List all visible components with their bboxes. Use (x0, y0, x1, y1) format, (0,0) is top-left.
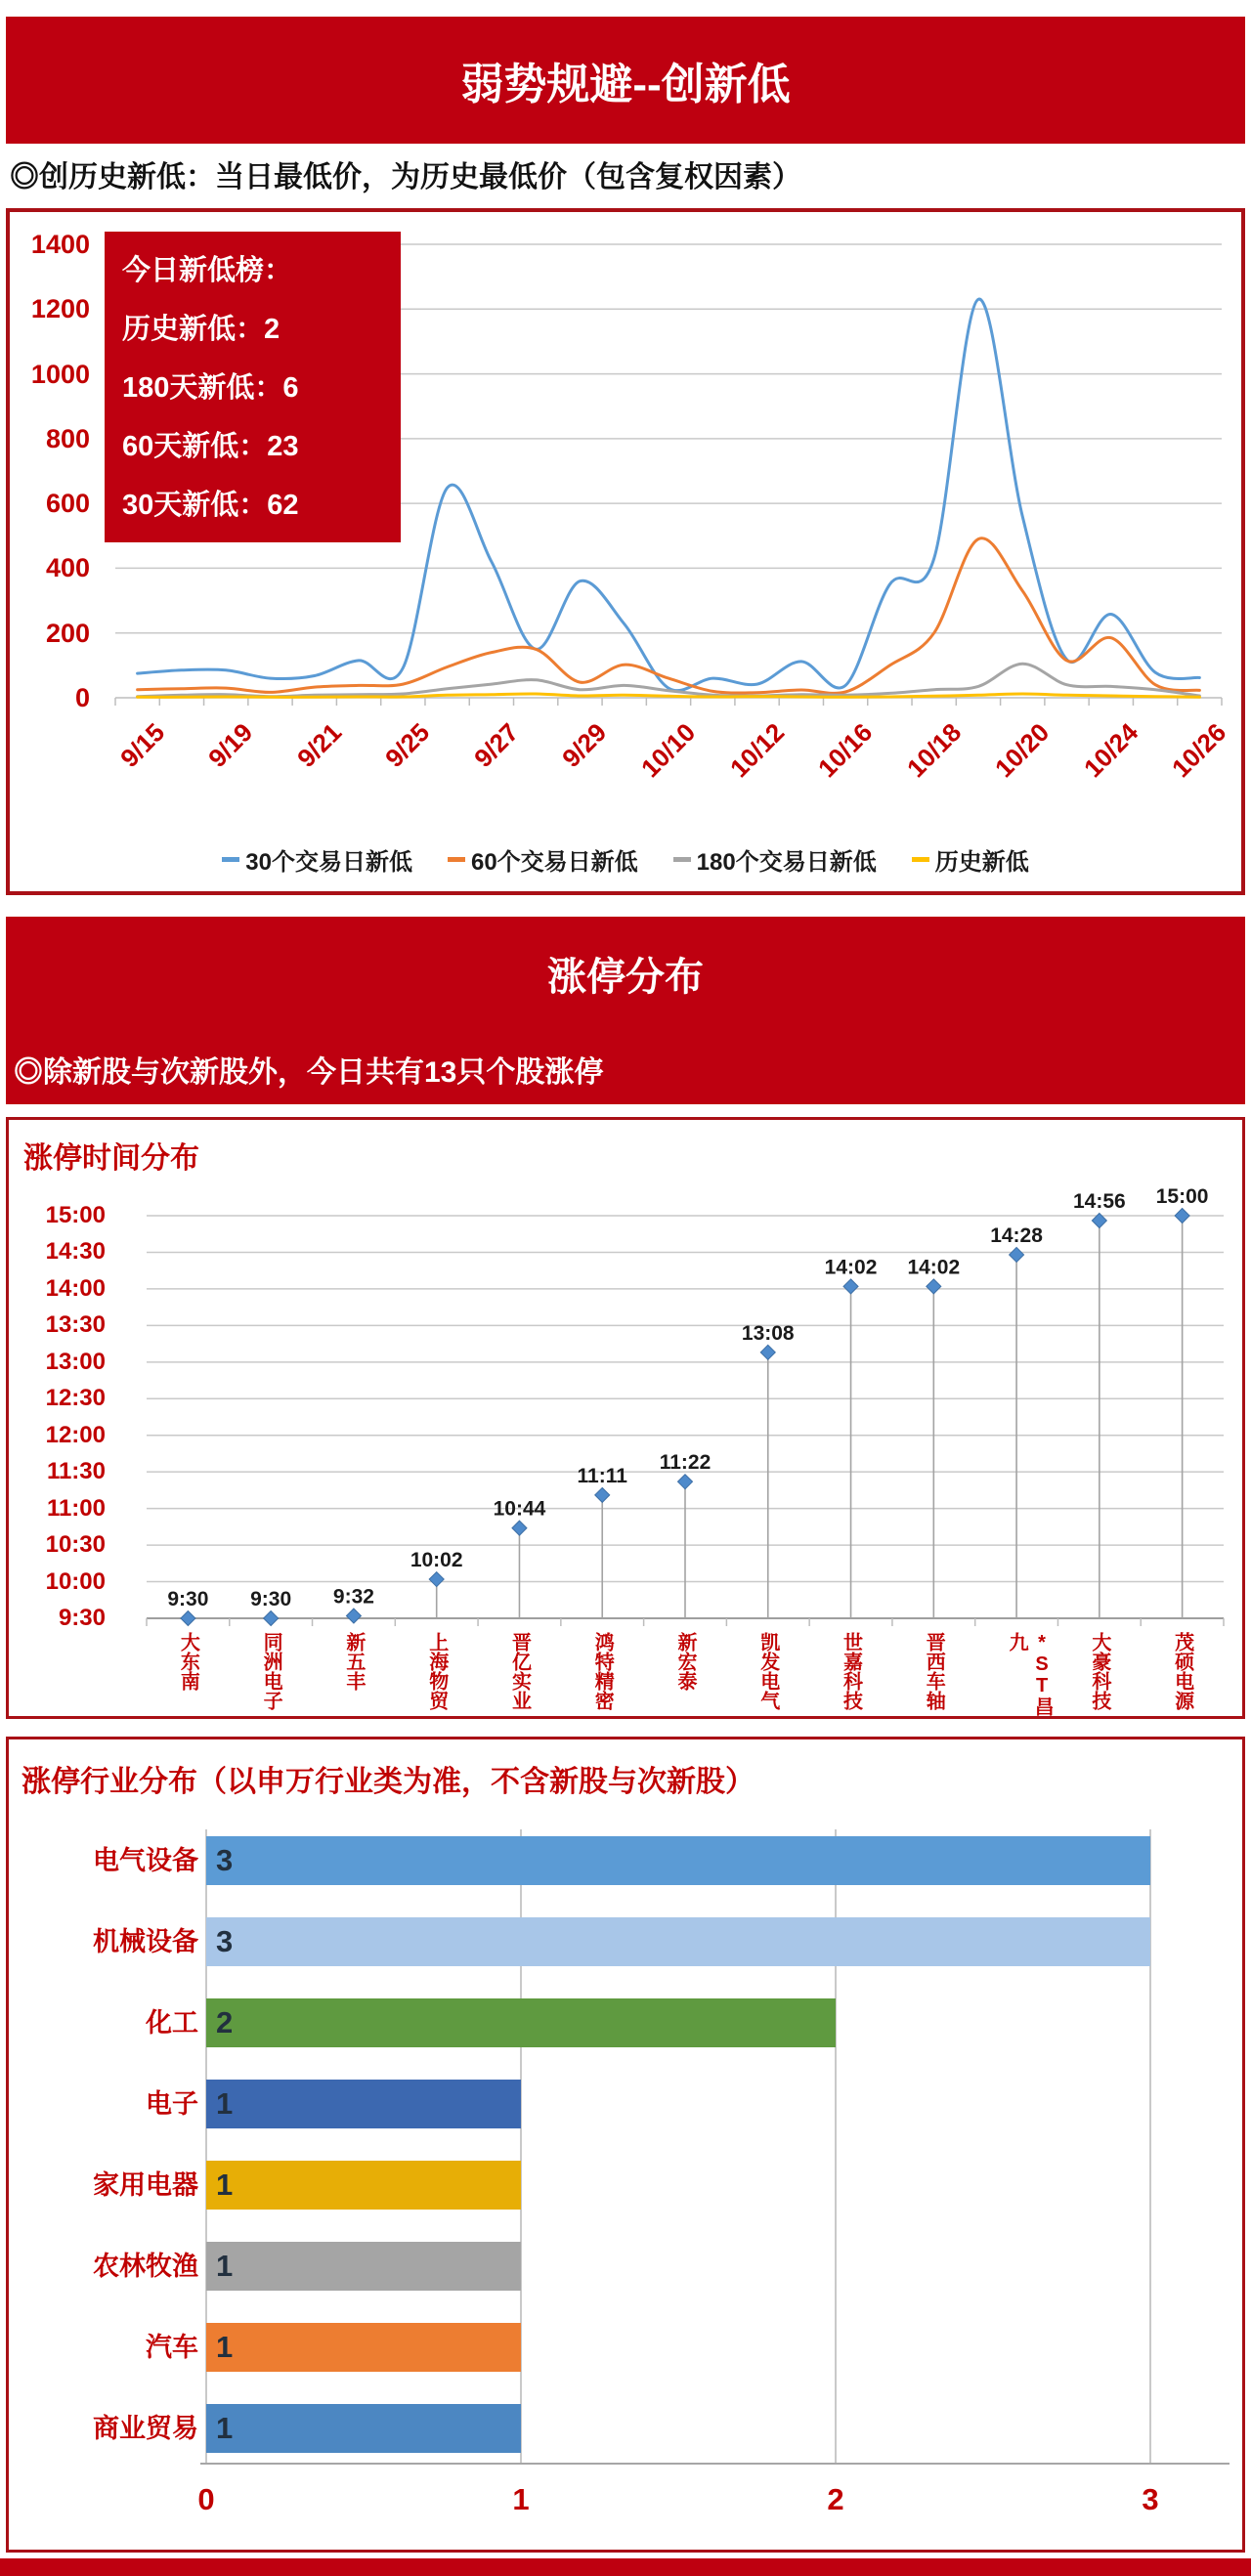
scatter-point (512, 1521, 527, 1535)
stock-label: 茂硕电源 (1171, 1632, 1193, 1710)
industry-label: 电子 (146, 2089, 198, 2119)
scatter-point (843, 1279, 858, 1294)
industry-label: 机械设备 (93, 1927, 198, 1956)
time-axis-label: 14:00 (45, 1274, 106, 1302)
industry-label: 商业贸易 (93, 2414, 198, 2443)
time-axis-label: 9:30 (58, 1605, 106, 1631)
bar-value-label: 3 (216, 1843, 234, 1877)
y-axis-label: 1400 (30, 230, 90, 259)
bar-x-tick: 1 (512, 2482, 530, 2516)
stock-label: 世嘉科技 (840, 1632, 862, 1710)
scatter-point (1010, 1247, 1024, 1262)
time-axis-label: 13:00 (45, 1348, 106, 1375)
bar-x-tick: 2 (827, 2482, 844, 2516)
time-axis-label: 10:00 (45, 1567, 106, 1595)
industry-label: 家用电器 (93, 2170, 198, 2200)
bar-value-label: 1 (216, 2411, 234, 2445)
stat-box-line: 180天新低：6 (122, 372, 299, 404)
x-axis-label: 9/29 (556, 717, 613, 773)
legend-label: 30个交易日新低 (245, 848, 412, 876)
x-axis-label: 10/24 (1077, 717, 1144, 784)
x-axis-label: 10/26 (1166, 717, 1232, 784)
bar-axis-line (200, 2463, 1229, 2465)
stat-box-line: 60天新低：23 (122, 431, 299, 462)
industry-bar (206, 2242, 521, 2291)
legend-swatch (448, 857, 465, 862)
bar-value-label: 1 (216, 2330, 234, 2364)
scatter-point-label: 11:22 (659, 1451, 712, 1475)
y-axis-label: 1000 (30, 359, 90, 389)
scatter-point (927, 1279, 941, 1294)
legend-swatch (222, 857, 239, 862)
industry-bar (206, 1998, 836, 2047)
scatter-point-label: 14:02 (824, 1256, 878, 1279)
y-axis-label: 0 (74, 683, 90, 712)
stock-label: 鸿特精密 (591, 1632, 614, 1710)
bar-value-label: 2 (216, 2005, 234, 2039)
scatter-point-label: 15:00 (1155, 1185, 1209, 1208)
stock-label: 晋亿实业 (508, 1632, 531, 1710)
industry-label: 化工 (146, 2008, 198, 2038)
bar-value-label: 1 (216, 2168, 234, 2202)
banner-title: 涨停分布 (547, 956, 704, 999)
stock-label: 同洲电子 (260, 1632, 282, 1710)
x-axis-label: 9/21 (290, 717, 347, 773)
industry-label: 农林牧渔 (93, 2252, 198, 2281)
time-axis-label: 12:30 (45, 1385, 106, 1412)
time-axis-label: 14:30 (45, 1238, 106, 1266)
time-axis-label: 15:00 (45, 1202, 106, 1228)
industry-bar (206, 2080, 521, 2128)
scatter-point (346, 1609, 361, 1623)
scatter-point (595, 1487, 610, 1502)
bar-value-label: 1 (216, 2086, 234, 2121)
y-axis-label: 600 (45, 489, 90, 519)
x-axis-label: 9/25 (379, 717, 436, 773)
legend-item (448, 842, 638, 877)
stock-label: 晋西车轴 (923, 1632, 945, 1710)
stat-box-line: 历史新低：2 (122, 314, 280, 345)
legend-item (912, 842, 1029, 877)
stock-label: *ST昌九 (1006, 1632, 1054, 1716)
stock-label: 凯发电气 (756, 1632, 779, 1710)
industry-bar (206, 2161, 521, 2210)
scatter-point-label: 10:02 (410, 1549, 463, 1572)
bar-value-label: 3 (216, 1924, 234, 1958)
scatter-point (678, 1475, 693, 1489)
stat-box-title: 今日新低榜： (122, 255, 293, 286)
y-axis-label: 800 (45, 423, 90, 453)
scatter-point-label: 14:56 (1072, 1189, 1126, 1213)
bottom-red-strip (0, 2558, 1251, 2576)
y-axis-label: 400 (45, 553, 90, 583)
time-axis-label: 12:00 (45, 1421, 106, 1448)
industry-bar (206, 2404, 521, 2453)
line-series-180个交易日新低 (138, 664, 1200, 697)
y-axis-label: 200 (45, 618, 90, 648)
time-axis-label: 11:00 (46, 1494, 106, 1522)
section-banner-new-low (6, 17, 1245, 144)
x-axis-label: 10/12 (723, 717, 790, 784)
scatter-point-label: 9:30 (167, 1588, 209, 1610)
industry-bar (206, 1917, 1150, 1966)
x-axis-label: 9/19 (202, 717, 259, 773)
scatter-point (264, 1611, 279, 1626)
x-axis-label: 10/10 (634, 717, 702, 784)
section-banner-limit-up (6, 917, 1245, 1104)
bar-x-tick: 3 (1142, 2482, 1159, 2516)
limit-up-time-chart (147, 1185, 1224, 1630)
bar-x-tick: 0 (197, 2482, 215, 2516)
legend-label: 60个交易日新低 (470, 848, 638, 876)
scatter-point-label: 11:11 (577, 1464, 627, 1487)
new-low-subtitle: ◎创历史新低：当日最低价，为历史最低价（包含复权因素） (10, 161, 801, 193)
scatter-point (760, 1345, 775, 1359)
stock-label: 新宏泰 (674, 1632, 696, 1691)
scatter-point (429, 1572, 444, 1587)
scatter-point (181, 1611, 195, 1626)
industry-bar (206, 2323, 521, 2372)
scatter-title: 涨停时间分布 (23, 1142, 199, 1175)
stock-label: 大豪科技 (1088, 1632, 1110, 1710)
scatter-point-label: 14:02 (907, 1256, 961, 1279)
scatter-point-label: 9:30 (250, 1588, 292, 1610)
x-axis-label: 9/27 (468, 717, 525, 773)
today-new-low-stat-box (105, 232, 401, 542)
legend-item (222, 842, 412, 877)
line-chart-legend (6, 837, 1245, 881)
legend-label: 历史新低 (934, 848, 1029, 876)
scatter-point-label: 9:32 (332, 1585, 374, 1609)
bar-chart-title: 涨停行业分布（以申万行业类为准，不含新股与次新股） (22, 1766, 755, 1798)
stock-label: 上海物贸 (425, 1632, 448, 1710)
time-axis-label: 10:30 (45, 1531, 106, 1559)
stat-box-line: 30天新低：62 (122, 490, 299, 521)
limit-up-subtitle: ◎除新股与次新股外，今日共有13只个股涨停 (14, 1056, 604, 1089)
scatter-point-label: 10:44 (493, 1497, 546, 1521)
legend-swatch (912, 857, 929, 862)
x-axis-label: 10/20 (989, 717, 1056, 784)
bar-value-label: 1 (216, 2249, 234, 2283)
time-axis-label: 13:30 (45, 1311, 106, 1339)
scatter-point-label: 13:08 (741, 1321, 795, 1345)
scatter-point-label: 14:28 (990, 1224, 1043, 1247)
industry-label: 电气设备 (93, 1846, 198, 1875)
legend-item (673, 842, 877, 877)
x-axis-label: 10/18 (900, 717, 967, 784)
legend-swatch (673, 857, 691, 862)
x-axis-label: 9/15 (113, 717, 170, 773)
industry-label: 汽车 (146, 2333, 198, 2362)
stock-label: 大东南 (177, 1632, 199, 1691)
stock-label: 新五丰 (342, 1632, 365, 1691)
industry-bar (206, 1836, 1150, 1885)
legend-label: 180个交易日新低 (696, 848, 877, 876)
banner-title: 弱势规避--创新低 (460, 61, 791, 108)
x-axis-label: 10/16 (812, 717, 879, 784)
time-axis-label: 11:30 (46, 1458, 106, 1485)
y-axis-label: 1200 (30, 294, 90, 324)
